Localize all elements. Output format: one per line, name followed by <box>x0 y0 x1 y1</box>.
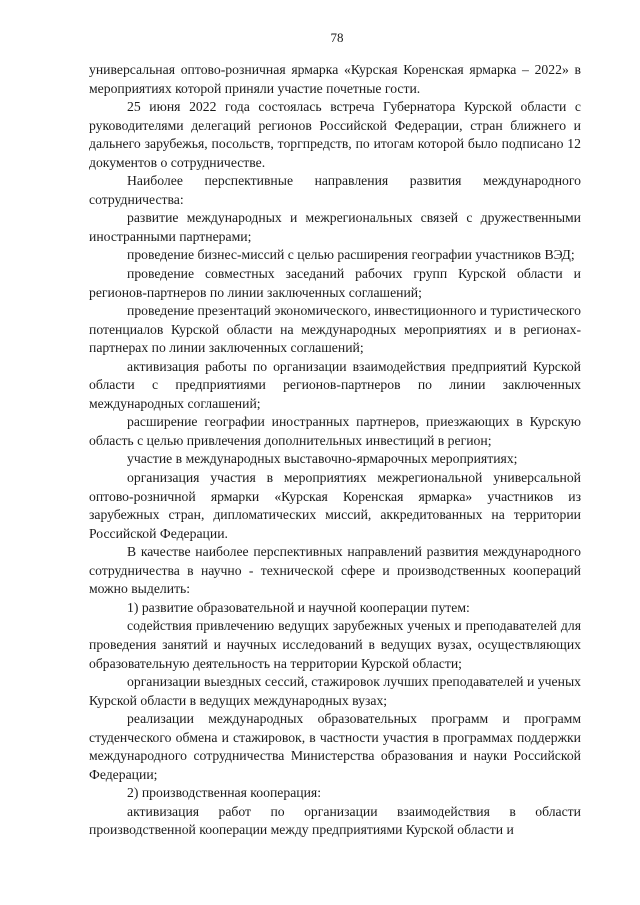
page-number: 78 <box>330 30 344 45</box>
paragraph: В качестве наиболее перспективных направлений развития международного сотрудничества в научно - технической сфере и производственных коопераций можно выделить: <box>89 544 581 597</box>
paragraph: универсальная оптово-розничная ярмарка «Курская Коренская ярмарка – 2022» в мероприятиях которой приняли участие почетные гости. <box>89 62 581 96</box>
paragraph: содействия привлечению ведущих зарубежных ученых и преподавателей для проведения занятий и научных исследований в ведущих вузах, осуществляющих образовательную деятельность на территории Курской области; <box>89 618 581 671</box>
paragraph: активизация работы по организации взаимодействия предприятий Курской области с предприятиями регионов-партнеров по линии заключенных международных соглашений; <box>89 358 581 411</box>
paragraph: активизация работ по организации взаимодействия в области производственной кооперации между предприятиями Курской области и <box>89 803 581 838</box>
paragraph: развитие международных и межрегиональных связей с дружественными иностранными партнерами; <box>89 210 581 244</box>
paragraph: проведение презентаций экономического, инвестиционного и туристического потенциалов Курской области на международных мероприятиях и в регионах-партнерах по линии заключенных соглашений; <box>89 303 581 356</box>
paragraph: проведение совместных заседаний рабочих групп Курской области и регионов-партнеров по линии заключенных соглашений; <box>89 266 581 300</box>
paragraph: 2) производственная кооперация: <box>127 785 322 801</box>
paragraph: Наиболее перспективные направления развития международного сотрудничества: <box>89 173 581 207</box>
paragraph: расширение географии иностранных партнеров, приезжающих в Курскую область с целью привлечения дополнительных инвестиций в регион; <box>89 414 581 448</box>
paragraph: 25 июня 2022 года состоялась встреча Губернатора Курской области с руководителями делегаций регионов Российской Федерации, стран ближнего и дальнего зарубежья, посольств, торгпредств, по итогам которой было подписано 12 документов о сотрудничестве. <box>89 99 581 170</box>
paragraph: организации выездных сессий, стажировок лучших преподавателей и ученых Курской области в ведущих международных вузах; <box>89 674 581 708</box>
paragraph: участие в международных выставочно-ярмарочных мероприятиях; <box>127 451 518 467</box>
paragraph: реализации международных образовательных программ и программ студенческого обмена и стажировок, в частности участия в программах поддержки международного сотрудничества Министерства образования и науки Российской Федерации; <box>89 711 581 782</box>
paragraph: 1) развитие образовательной и научной кооперации путем: <box>127 599 470 615</box>
paragraph: проведение бизнес-миссий с целью расширения географии участников ВЭД; <box>127 247 575 263</box>
paragraph: организация участия в мероприятиях межрегиональной универсальной оптово-розничной ярмарки «Курская Коренская ярмарка» участников из зарубежных стран, дипломатических миссий, аккредитованных на территории Российской Федерации. <box>89 470 581 541</box>
body-text <box>89 61 581 840</box>
